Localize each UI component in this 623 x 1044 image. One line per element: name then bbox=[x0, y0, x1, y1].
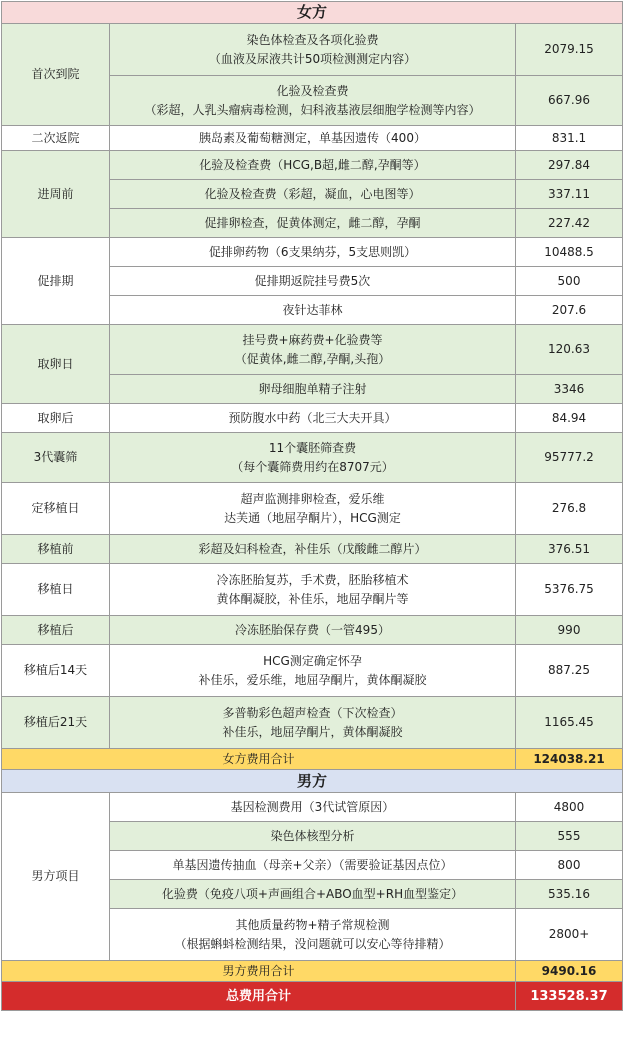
item-amount: 887.25 bbox=[516, 645, 623, 697]
female-subtotal-amount: 124038.21 bbox=[516, 749, 623, 770]
item-amount: 207.6 bbox=[516, 296, 623, 325]
item-amount: 2800+ bbox=[516, 909, 623, 961]
female-section-title: 女方 bbox=[2, 2, 623, 24]
item-amount: 227.42 bbox=[516, 209, 623, 238]
item-amount: 3346 bbox=[516, 375, 623, 404]
table-row bbox=[2, 645, 623, 697]
item-desc: 化验及检查费（彩超，凝血，心电图等） bbox=[110, 180, 516, 209]
item-amount: 4800 bbox=[516, 793, 623, 822]
male-section-title: 男方 bbox=[2, 770, 623, 793]
item-amount: 990 bbox=[516, 616, 623, 645]
item-amount: 5376.75 bbox=[516, 564, 623, 616]
stage-cell: 首次到院 bbox=[2, 24, 110, 126]
table-row bbox=[2, 697, 623, 749]
item-desc: 单基因遗传抽血（母亲+父亲）（需要验证基因点位） bbox=[110, 851, 516, 880]
item-desc: 11个囊胚筛查费 （每个囊筛费用约在8707元） bbox=[110, 433, 516, 483]
female-header-row bbox=[2, 2, 623, 24]
grand-total-amount: 133528.37 bbox=[516, 982, 623, 1011]
watermark-text: @健康宝宝指南 bbox=[478, 1015, 570, 1031]
item-amount: 555 bbox=[516, 822, 623, 851]
table-row bbox=[2, 24, 623, 76]
stage-cell: 二次返院 bbox=[2, 126, 110, 151]
item-desc: 化验及检查费（HCG,B超,雌二醇,孕酮等） bbox=[110, 151, 516, 180]
female-subtotal-label: 女方费用合计 bbox=[2, 749, 516, 770]
item-desc: 其他质量药物+精子常规检测 （根据蝌蚪检测结果，没问题就可以安心等待排精） bbox=[110, 909, 516, 961]
item-desc: 促排卵检查，促黄体测定，雌二醇，孕酮 bbox=[110, 209, 516, 238]
grand-total-row bbox=[2, 982, 623, 1011]
watermark bbox=[458, 1010, 618, 1032]
ivf-cost-table bbox=[1, 1, 623, 1011]
item-amount: 800 bbox=[516, 851, 623, 880]
stage-cell: 3代囊筛 bbox=[2, 433, 110, 483]
item-desc: 彩超及妇科检查，补佳乐（戊酸雌二醇片） bbox=[110, 535, 516, 564]
item-amount: 500 bbox=[516, 267, 623, 296]
table-row bbox=[2, 151, 623, 180]
stage-cell: 取卵后 bbox=[2, 404, 110, 433]
stage-cell: 促排期 bbox=[2, 238, 110, 325]
item-desc: 染色体检查及各项化验费 （血液及尿液共计50项检测测定内容） bbox=[110, 24, 516, 76]
item-amount: 297.84 bbox=[516, 151, 623, 180]
table-row bbox=[2, 238, 623, 267]
stage-cell: 移植后21天 bbox=[2, 697, 110, 749]
item-amount: 120.63 bbox=[516, 325, 623, 375]
male-subtotal-amount: 9490.16 bbox=[516, 961, 623, 982]
item-desc: 化验及检查费 （彩超，人乳头瘤病毒检测，妇科液基液层细胞学检测等内容） bbox=[110, 76, 516, 126]
item-amount: 84.94 bbox=[516, 404, 623, 433]
stage-cell: 取卵日 bbox=[2, 325, 110, 404]
table-row bbox=[2, 564, 623, 616]
table-row bbox=[2, 616, 623, 645]
item-amount: 2079.15 bbox=[516, 24, 623, 76]
stage-cell: 移植日 bbox=[2, 564, 110, 616]
item-desc: 冷冻胚胎复苏，手术费，胚胎移植术 黄体酮凝胶，补佳乐，地屈孕酮片等 bbox=[110, 564, 516, 616]
item-desc: 促排期返院挂号费5次 bbox=[110, 267, 516, 296]
item-desc: 胰岛素及葡萄糖测定，单基因遗传（400） bbox=[110, 126, 516, 151]
item-desc: 基因检测费用（3代试管原因） bbox=[110, 793, 516, 822]
stage-cell: 移植后 bbox=[2, 616, 110, 645]
item-amount: 95777.2 bbox=[516, 433, 623, 483]
item-amount: 337.11 bbox=[516, 180, 623, 209]
item-desc: 超声监测排卵检查，爱乐维 达芙通（地屈孕酮片），HCG测定 bbox=[110, 483, 516, 535]
table-row bbox=[2, 433, 623, 483]
item-amount: 276.8 bbox=[516, 483, 623, 535]
item-amount: 831.1 bbox=[516, 126, 623, 151]
item-amount: 667.96 bbox=[516, 76, 623, 126]
stage-cell: 定移植日 bbox=[2, 483, 110, 535]
item-desc: 冷冻胚胎保存费（一管495） bbox=[110, 616, 516, 645]
table-row bbox=[2, 793, 623, 822]
stage-cell: 移植前 bbox=[2, 535, 110, 564]
grand-total-label: 总费用合计 bbox=[2, 982, 516, 1011]
table-row bbox=[2, 126, 623, 151]
item-desc: 夜针达菲林 bbox=[110, 296, 516, 325]
table-row bbox=[2, 535, 623, 564]
item-desc: 染色体核型分析 bbox=[110, 822, 516, 851]
item-desc: HCG测定确定怀孕 补佳乐，爱乐维，地屈孕酮片，黄体酮凝胶 bbox=[110, 645, 516, 697]
item-desc: 化验费（免疫八项+声画组合+ABO血型+RH血型鉴定） bbox=[110, 880, 516, 909]
item-amount: 535.16 bbox=[516, 880, 623, 909]
weibo-eye-icon bbox=[458, 1013, 474, 1029]
stage-cell: 移植后14天 bbox=[2, 645, 110, 697]
item-amount: 1165.45 bbox=[516, 697, 623, 749]
table-row bbox=[2, 325, 623, 375]
item-desc: 卵母细胞单精子注射 bbox=[110, 375, 516, 404]
male-header-row bbox=[2, 770, 623, 793]
item-desc: 多普勒彩色超声检查（下次检查） 补佳乐，地屈孕酮片，黄体酮凝胶 bbox=[110, 697, 516, 749]
stage-cell: 进周前 bbox=[2, 151, 110, 238]
male-subtotal-row bbox=[2, 961, 623, 982]
item-desc: 促排卵药物（6支果纳芬，5支思则凯） bbox=[110, 238, 516, 267]
female-subtotal-row bbox=[2, 749, 623, 770]
stage-cell: 男方项目 bbox=[2, 793, 110, 961]
item-amount: 10488.5 bbox=[516, 238, 623, 267]
item-desc: 挂号费+麻药费+化验费等 （促黄体,雌二醇,孕酮,头孢） bbox=[110, 325, 516, 375]
table-row bbox=[2, 483, 623, 535]
table-row bbox=[2, 404, 623, 433]
male-subtotal-label: 男方费用合计 bbox=[2, 961, 516, 982]
item-desc: 预防腹水中药（北三大夫开具） bbox=[110, 404, 516, 433]
item-amount: 376.51 bbox=[516, 535, 623, 564]
